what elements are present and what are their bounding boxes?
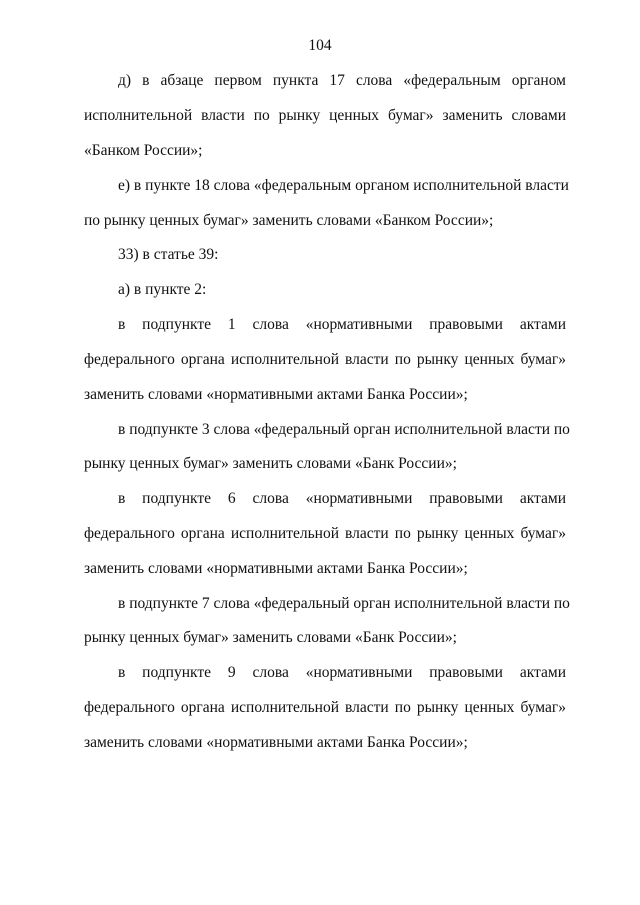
text-line: федерального органа исполнительной власти по рынку ценных бумаг» [84,699,566,716]
text-line: рынку ценных бумаг» заменить словами «Банк России»; [84,455,457,472]
page-number: 104 [308,37,332,54]
text-line: заменить словами «нормативными актами Банка России»; [84,734,468,751]
text-line: федерального органа исполнительной власти по рынку ценных бумаг» [84,351,566,368]
text-line: в подпункте 6 слова «нормативными правовыми актами [118,490,566,507]
text-line: «Банком России»; [84,142,203,159]
text-line: федерального органа исполнительной власти по рынку ценных бумаг» [84,525,566,542]
text-line: заменить словами «нормативными актами Банка России»; [84,386,468,403]
text-line: а) в пункте 2: [118,281,207,298]
text-line: рынку ценных бумаг» заменить словами «Банк России»; [84,629,457,646]
text-line: заменить словами «нормативными актами Банка России»; [84,560,468,577]
text-line: 33) в статье 39: [118,246,219,263]
text-line: в подпункте 9 слова «нормативными правовыми актами [118,664,566,681]
text-line: д) в абзаце первом пункта 17 слова «федеральным органом [118,72,566,89]
text-line: исполнительной власти по рынку ценных бумаг» заменить словами [84,107,566,124]
text-line: е) в пункте 18 слова «федеральным органом исполнительной власти [118,177,569,194]
text-line: в подпункте 7 слова «федеральный орган исполнительной власти по [118,595,570,612]
text-line: по рынку ценных бумаг» заменить словами «Банком России»; [84,212,494,229]
text-line: в подпункте 3 слова «федеральный орган исполнительной власти по [118,421,570,438]
text-line: в подпункте 1 слова «нормативными правовыми актами [118,316,566,333]
